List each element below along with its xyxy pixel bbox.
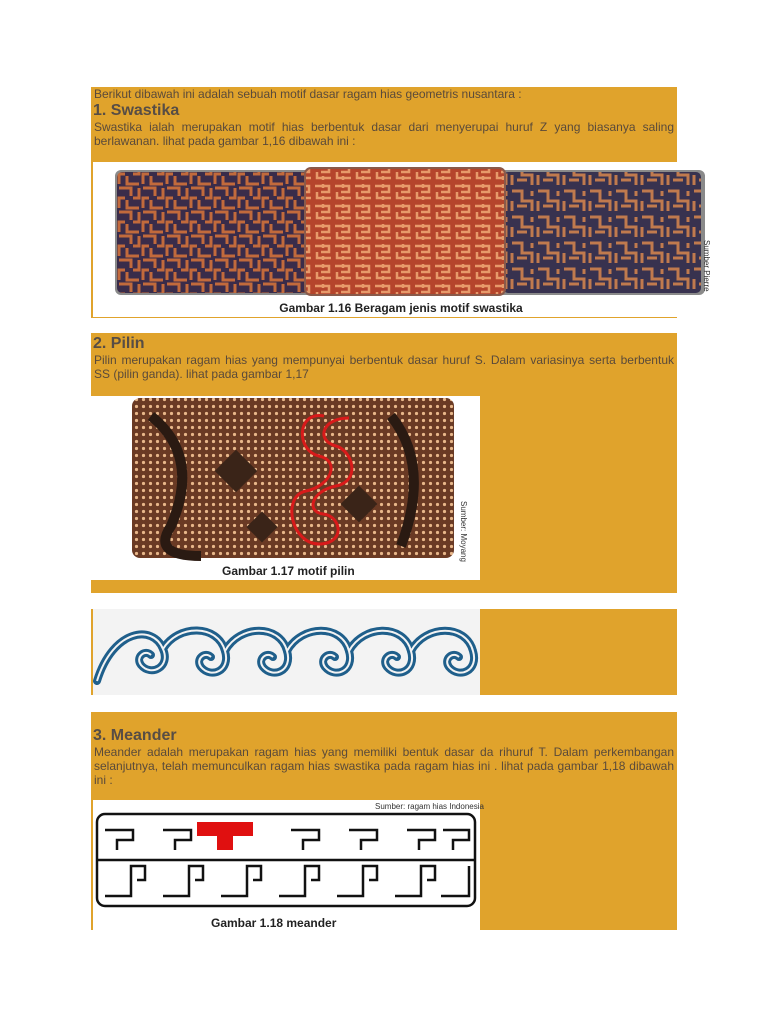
meander-section <box>91 712 677 930</box>
swastika-caption: Gambar 1.16 Beragam jenis motif swastika <box>279 301 523 315</box>
meander-caption: Gambar 1.18 meander <box>211 916 337 930</box>
meander-source: Sumber: ragam hias Indonesia <box>375 802 484 811</box>
spiral-section <box>91 609 677 695</box>
meander-pattern-image <box>93 800 480 930</box>
meander-description: Meander adalah merupakan ragam hias yang memiliki bentuk dasar da rihuruf T. Dalam perkembangan selanjutnya, telah memunculkan ragam hias swastika pada ragam hias ini . lihat pada gambar 1,18 dibawah ini : <box>94 745 674 787</box>
swastika-pattern-image <box>93 162 709 317</box>
swastika-section <box>91 87 711 318</box>
double-spiral-image <box>93 609 480 695</box>
swastika-source: Sumber Pierre <box>702 240 711 292</box>
pilin-figure <box>91 396 480 580</box>
pilin-description: Pilin merupakan ragam hias yang mempunyai berbentuk dasar huruf S. Dalam variasinya serta berbentuk SS (pilin ganda). lihat pada gambar 1,17 <box>94 353 674 381</box>
pilin-caption: Gambar 1.17 motif pilin <box>222 564 355 578</box>
intro-text: Berikut dibawah ini adalah sebuah motif dasar ragam hias geometris nusantara : <box>94 87 522 101</box>
pilin-source: Sumber: Moyang <box>459 501 468 562</box>
meander-heading: 3. Meander <box>93 727 177 744</box>
swastika-description: Swastika ialah merupakan motif hias berbentuk dasar dari menyerupai huruf Z yang biasanya saling berlawanan. lihat pada gambar 1,16 dibawah ini : <box>94 120 674 148</box>
pilin-heading: 2. Pilin <box>93 335 145 352</box>
spiral-figure <box>93 609 480 695</box>
pilin-section <box>91 333 677 593</box>
pilin-batik-image <box>91 396 480 580</box>
swastika-figure <box>93 162 709 317</box>
meander-figure <box>93 800 484 930</box>
swastika-heading: 1. Swastika <box>93 102 180 119</box>
